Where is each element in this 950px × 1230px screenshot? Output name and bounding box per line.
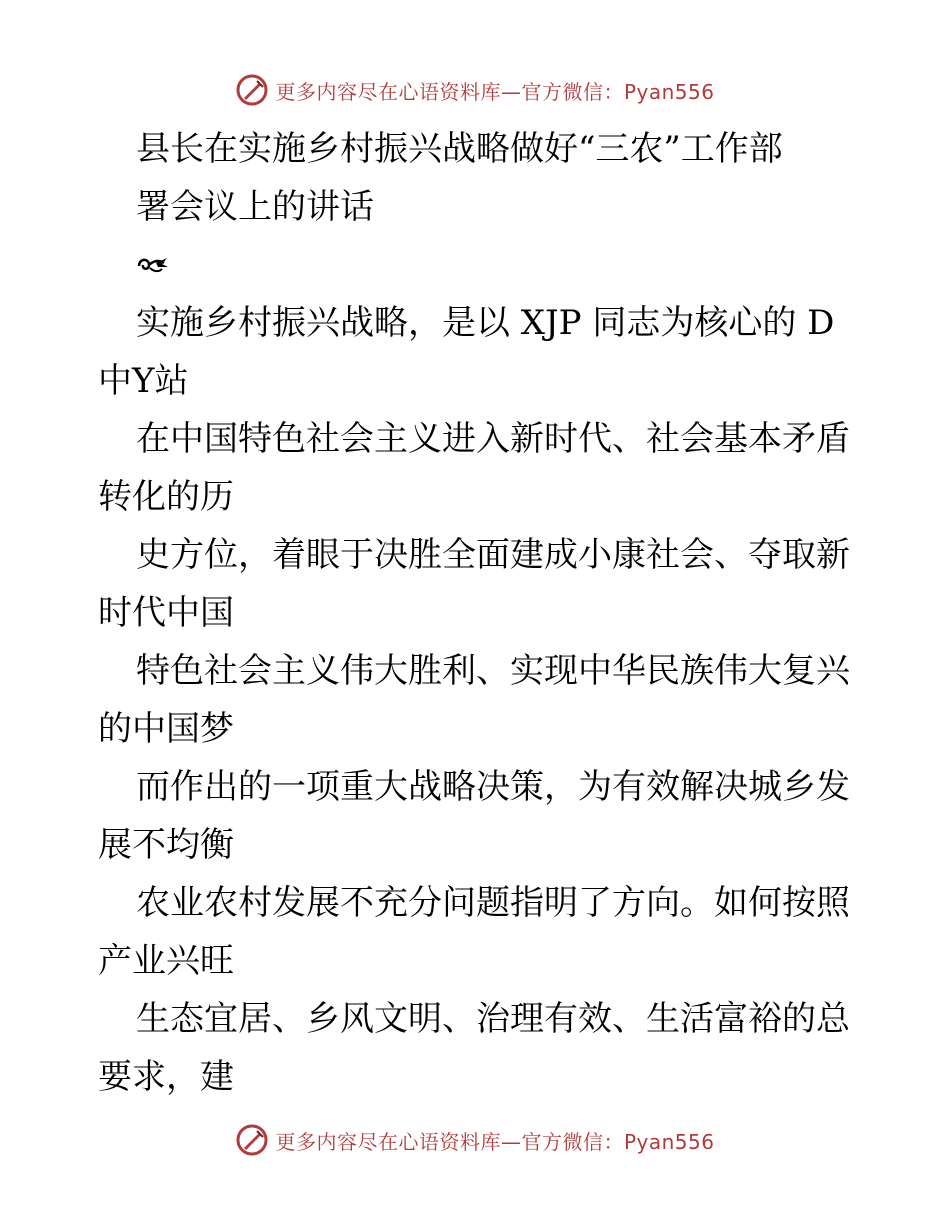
paragraph-line: 转化的历 xyxy=(98,477,234,517)
paragraph xyxy=(98,874,858,990)
paragraph-line: 产业兴旺 xyxy=(98,941,234,981)
paragraph-line: 时代中国 xyxy=(98,593,234,633)
paragraph xyxy=(98,294,858,410)
paragraph-line: 要求，建 xyxy=(98,1057,234,1097)
swirl-ornament-icon xyxy=(136,254,170,276)
paragraph xyxy=(98,410,858,526)
paragraph-line: 中Y站 xyxy=(98,361,189,401)
ornament xyxy=(98,236,858,294)
paragraph-list xyxy=(98,294,858,1106)
paragraph xyxy=(98,990,858,1106)
document-body xyxy=(98,120,858,1106)
paragraph-line: 的中国梦 xyxy=(98,709,234,749)
paragraph xyxy=(98,526,858,642)
paragraph xyxy=(98,758,858,874)
paragraph-line: 农业农村发展不充分问题指明了方向。如何按照 xyxy=(136,883,850,923)
paragraph-line: 特色社会主义伟大胜利、实现中华民族伟大复兴 xyxy=(136,651,850,691)
paragraph-line: 实施乡村振兴战略，是以 XJP 同志为核心的 D xyxy=(136,303,835,343)
paragraph xyxy=(98,642,858,758)
paragraph-line: 生态宜居、乡风文明、治理有效、生活富裕的总 xyxy=(136,999,850,1039)
paragraph-line: 在中国特色社会主义进入新时代、社会基本矛盾 xyxy=(136,419,850,459)
document-title-line-2: 署会议上的讲话 xyxy=(136,187,374,227)
watermark-text: 更多内容尽在心语资料库—官方微信：Pyan556 xyxy=(275,79,715,104)
paragraph-line: 展不均衡 xyxy=(98,825,234,865)
paragraph-line: 史方位，着眼于决胜全面建成小康社会、夺取新 xyxy=(136,535,850,575)
paragraph-line: 而作出的一项重大战略决策，为有效解决城乡发 xyxy=(136,767,850,807)
watermark-text: 更多内容尽在心语资料库—官方微信：Pyan556 xyxy=(275,1129,715,1154)
footer-watermark xyxy=(0,1120,950,1160)
quill-logo-icon xyxy=(235,1123,269,1157)
header-watermark xyxy=(0,70,950,110)
quill-logo-icon xyxy=(235,73,269,107)
document-title-line-1: 县长在实施乡村振兴战略做好“三农”工作部 xyxy=(136,129,783,169)
